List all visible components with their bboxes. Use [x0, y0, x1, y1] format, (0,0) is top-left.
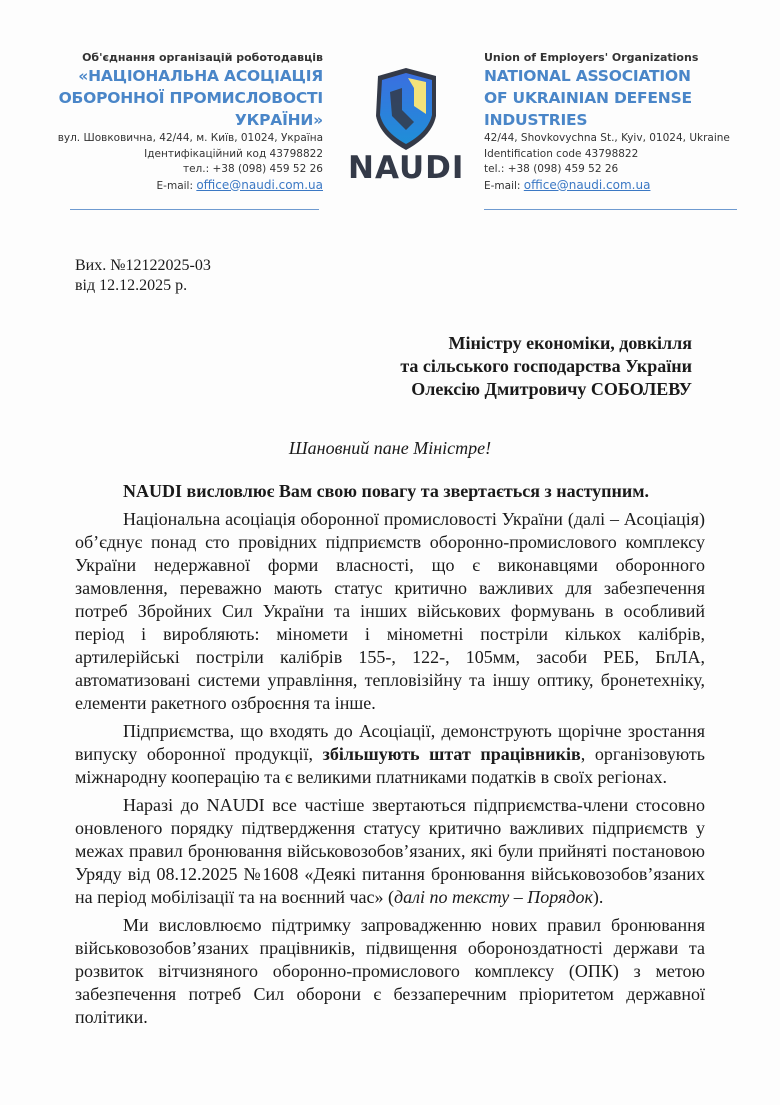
email-row — [23, 178, 323, 195]
email-link[interactable]: office@naudi.com.ua — [196, 177, 323, 192]
ref-number: Вих. №12122025-03 — [75, 257, 211, 274]
org-name-line: УКРАЇНИ» — [234, 111, 323, 129]
email-row — [484, 178, 774, 195]
bold-text: збільшують штат працівників — [322, 744, 581, 764]
paragraph: Ми висловлюємо підтримку запровадженню нових правил бронювання військовозобов’язаних працівників, підвищення обороноздатності держави та розвиток вітчизняного оборонно-промислового комплексу (ОПК) з метою забезпечення потреб Сил оборони є беззаперечним пріоритетом державної політики. — [75, 915, 705, 1027]
shield-icon — [348, 66, 464, 154]
text: Підприємства, що входять до Асоціації, демонструють щорічне зростання випуску оборонної продукції, — [75, 721, 705, 764]
letterhead-ukrainian — [23, 50, 323, 194]
paragraph: Національна асоціація оборонної промисловості України (далі – Асоціація) об’єднує понад сто провідних підприємств оборонно-промислового комплексу України недержавної форми власності, що є виконавцями оборонного замовлення, переважно мають статус критично важливих для забезпечення потреб Збройних Сил України та інших військових формувань в особливий період і виробляють: міномети і мінометні постріли кількох калібрів, артилерійські постріли калібрів 155-, 122-, 105мм, засоби РЕБ, БпЛА, автоматизовані системи управління, тепловізійну та іншу оптику, бронетехніку, елементи ракетного озброєння та інше. — [75, 509, 705, 713]
addressee-line: та сільського господарства України — [400, 356, 692, 376]
text: ). — [592, 887, 604, 907]
id-code: Identification code 43798822 — [484, 147, 639, 160]
address: 42/44, Shovkovychna St., Kyiv, 01024, Ukraine — [484, 132, 730, 144]
email-label: E-mail: — [484, 179, 524, 192]
phone: тел.: +38 (098) 459 52 26 — [182, 163, 323, 175]
paragraph — [75, 720, 705, 789]
addressee — [400, 332, 692, 401]
text: , організовують міжнародну кооперацію та є великими платниками податків в своїх регіонах. — [75, 744, 705, 787]
email-label: E-mail: — [156, 179, 197, 192]
org-name-line: INDUSTRIES — [484, 111, 588, 129]
header-divider-right — [484, 209, 737, 210]
letter-body — [75, 480, 705, 1034]
text: Наразі до NAUDI все частіше звертаються підприємства-члени стосовно оновленого порядку підтвердження статусу критично важливих підприємств у межах правил бронювання військовозобов’язаних, які були прийняті постановою Уряду від 08.12.2025 №1608 «Деякі питання бронювання військовозобов’язаних на період мобілізації та на воєнний час» ( — [75, 795, 705, 907]
org-name-line: ОБОРОННОЇ ПРОМИСЛОВОСТІ — [58, 89, 323, 107]
outgoing-reference — [75, 256, 211, 296]
phone: tel.: +38 (098) 459 52 26 — [484, 163, 619, 175]
naudi-logo — [348, 66, 464, 188]
address: вул. Шовковична, 42/44, м. Київ, 01024, Україна — [57, 132, 323, 144]
addressee-line: Міністру економіки, довкілля — [448, 333, 692, 353]
org-name-line: OF UKRAINIAN DEFENSE — [484, 89, 692, 107]
header-divider-left — [70, 209, 319, 210]
paragraph — [75, 794, 705, 909]
union-label: Об'єднання організацій роботодавців — [82, 51, 323, 64]
ref-date: від 12.12.2025 р. — [75, 277, 188, 294]
letterhead-english — [484, 50, 774, 194]
logo-wordmark: NAUDI — [348, 150, 465, 186]
org-name-line: NATIONAL ASSOCIATION — [484, 67, 691, 85]
email-link[interactable]: office@naudi.com.ua — [523, 177, 651, 192]
org-name-line: «НАЦІОНАЛЬНА АСОЦІАЦІЯ — [78, 67, 323, 85]
greeting: Шановний пане Міністре! — [288, 438, 492, 458]
italic-text: далі по тексту – Порядок — [394, 887, 593, 907]
addressee-line: Олексію Дмитровичу СОБОЛЕВУ — [411, 379, 692, 399]
lead-paragraph: NAUDI висловлює Вам свою повагу та звертається з наступним. — [123, 481, 650, 501]
union-label: Union of Employers' Organizations — [484, 51, 699, 64]
id-code: Ідентифікаційний код 43798822 — [144, 147, 323, 160]
